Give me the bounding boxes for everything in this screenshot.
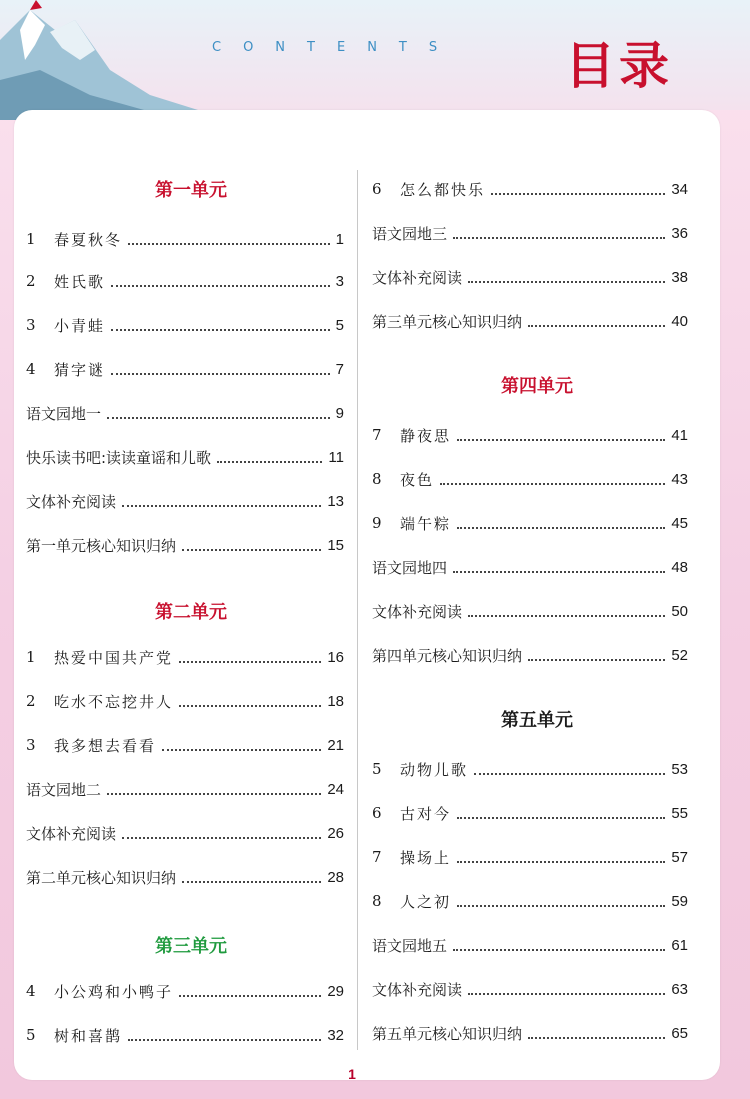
lesson-number: 8 xyxy=(372,470,382,488)
dot-leader xyxy=(453,939,665,951)
toc-entry[interactable] xyxy=(26,446,344,468)
page-title: 目录 xyxy=(565,37,673,95)
dot-leader xyxy=(453,227,665,239)
toc-entry[interactable] xyxy=(26,734,344,756)
toc-entry[interactable] xyxy=(372,846,688,868)
dot-leader xyxy=(491,183,665,195)
page-ref: 38 xyxy=(671,268,688,286)
section-title: 语文园地四 xyxy=(372,558,448,577)
page-ref: 7 xyxy=(335,360,344,378)
page-ref: 3 xyxy=(335,272,344,290)
lesson-title: 春夏秋冬 xyxy=(54,230,123,249)
lesson-title: 小公鸡和小鸭子 xyxy=(54,982,174,1001)
lesson-number: 2 xyxy=(26,272,36,290)
page-ref: 13 xyxy=(327,492,344,510)
dot-leader xyxy=(457,429,665,441)
dot-leader xyxy=(122,827,321,839)
toc-entry[interactable] xyxy=(372,424,688,446)
dot-leader xyxy=(440,473,665,485)
page-ref: 24 xyxy=(327,780,344,798)
page-ref: 15 xyxy=(327,536,344,554)
toc-entry[interactable] xyxy=(26,402,344,424)
lesson-number: 7 xyxy=(372,426,382,444)
lesson-title: 小青蛙 xyxy=(54,316,106,335)
dot-leader xyxy=(528,315,665,327)
lesson-number: 5 xyxy=(372,760,382,778)
page-ref: 11 xyxy=(328,448,344,466)
section-title: 第五单元核心知识归纳 xyxy=(372,1024,523,1043)
lesson-title: 夜色 xyxy=(400,470,435,489)
toc-entry[interactable] xyxy=(26,646,344,668)
dot-leader xyxy=(179,695,321,707)
dot-leader xyxy=(107,783,321,795)
section-title: 文体补充阅读 xyxy=(26,492,117,511)
lesson-title: 动物儿歌 xyxy=(400,760,469,779)
page-ref: 55 xyxy=(671,804,688,822)
toc-entry[interactable] xyxy=(26,866,344,888)
page-ref: 29 xyxy=(327,982,344,1000)
toc-entry[interactable] xyxy=(26,314,344,336)
dot-leader xyxy=(474,763,665,775)
column-divider xyxy=(357,170,358,1050)
lesson-title: 姓氏歌 xyxy=(54,272,106,291)
page-ref: 43 xyxy=(671,470,688,488)
dot-leader xyxy=(468,271,665,283)
lesson-number: 2 xyxy=(26,692,36,710)
section-title: 语文园地五 xyxy=(372,936,448,955)
lesson-number: 1 xyxy=(26,648,36,666)
toc-entry[interactable] xyxy=(26,690,344,712)
toc-entry[interactable] xyxy=(372,644,688,666)
page-ref: 52 xyxy=(671,646,688,664)
lesson-title: 猜字谜 xyxy=(54,360,106,379)
toc-entry[interactable] xyxy=(372,468,688,490)
section-title: 语文园地一 xyxy=(26,404,102,423)
dot-leader xyxy=(457,851,665,863)
page-ref: 1 xyxy=(335,230,344,248)
dot-leader xyxy=(182,871,321,883)
page-ref: 50 xyxy=(671,602,688,620)
page-ref: 32 xyxy=(327,1026,344,1044)
lesson-number: 9 xyxy=(372,514,382,532)
lesson-title: 人之初 xyxy=(400,892,452,911)
toc-entry[interactable] xyxy=(372,1022,688,1044)
dot-leader xyxy=(182,539,321,551)
toc-entry[interactable] xyxy=(372,934,688,956)
toc-entry[interactable] xyxy=(372,758,688,780)
toc-entry[interactable] xyxy=(26,980,344,1002)
lesson-number: 4 xyxy=(26,360,36,378)
section-title: 快乐读书吧:读读童谣和儿歌 xyxy=(26,448,212,467)
lesson-number: 6 xyxy=(372,804,382,822)
lesson-title: 吃水不忘挖井人 xyxy=(54,692,174,711)
section-title: 第二单元核心知识归纳 xyxy=(26,868,177,887)
page-ref: 16 xyxy=(327,648,344,666)
page-ref: 63 xyxy=(671,980,688,998)
page-number: 1 xyxy=(348,1066,356,1082)
dot-leader xyxy=(468,983,665,995)
dot-leader xyxy=(528,1027,665,1039)
page-ref: 41 xyxy=(671,426,688,444)
page-ref: 34 xyxy=(671,180,688,198)
page-ref: 53 xyxy=(671,760,688,778)
section-title: 第四单元核心知识归纳 xyxy=(372,646,523,665)
section-title: 文体补充阅读 xyxy=(372,268,463,287)
lesson-title: 古对今 xyxy=(400,804,452,823)
lesson-number: 1 xyxy=(26,230,36,248)
section-title: 文体补充阅读 xyxy=(372,980,463,999)
dot-leader xyxy=(111,363,330,375)
toc-entry[interactable] xyxy=(372,310,688,332)
page-ref: 61 xyxy=(671,936,688,954)
section-title: 语文园地二 xyxy=(26,780,102,799)
lesson-title: 端午粽 xyxy=(400,514,452,533)
lesson-title: 操场上 xyxy=(400,848,452,867)
toc-entry[interactable] xyxy=(26,822,344,844)
toc-entry[interactable] xyxy=(372,222,688,244)
lesson-title: 静夜思 xyxy=(400,426,452,445)
toc-entry[interactable] xyxy=(372,512,688,534)
lesson-title: 树和喜鹊 xyxy=(54,1026,123,1045)
toc-entry[interactable] xyxy=(26,228,344,250)
section-title: 第三单元核心知识归纳 xyxy=(372,312,523,331)
toc-entry[interactable] xyxy=(26,534,344,556)
dot-leader xyxy=(457,807,665,819)
section-title: 文体补充阅读 xyxy=(372,602,463,621)
lesson-title: 怎么都快乐 xyxy=(400,180,486,199)
dot-leader xyxy=(457,517,665,529)
section-title: 第一单元核心知识归纳 xyxy=(26,536,177,555)
dot-leader xyxy=(179,985,321,997)
dot-leader xyxy=(217,451,322,463)
toc-entry[interactable] xyxy=(372,600,688,622)
section-title: 语文园地三 xyxy=(372,224,448,243)
unit-heading: 第五单元 xyxy=(501,710,573,731)
page-ref: 36 xyxy=(671,224,688,242)
toc-entry[interactable] xyxy=(372,266,688,288)
lesson-number: 6 xyxy=(372,180,382,198)
page-ref: 5 xyxy=(335,316,344,334)
toc-entry[interactable] xyxy=(26,358,344,380)
dot-leader xyxy=(528,649,665,661)
dot-leader xyxy=(468,605,665,617)
page-ref: 45 xyxy=(671,514,688,532)
lesson-number: 8 xyxy=(372,892,382,910)
page-ref: 57 xyxy=(671,848,688,866)
unit-heading: 第一单元 xyxy=(155,180,227,201)
dot-leader xyxy=(128,1029,321,1041)
page-ref: 28 xyxy=(327,868,344,886)
toc-entry[interactable] xyxy=(26,490,344,512)
section-title: 文体补充阅读 xyxy=(26,824,117,843)
mountain-illustration xyxy=(0,0,230,120)
lesson-number: 3 xyxy=(26,736,36,754)
page-ref: 65 xyxy=(671,1024,688,1042)
toc-entry[interactable] xyxy=(372,890,688,912)
page-ref: 59 xyxy=(671,892,688,910)
contents-label: CONTENTS xyxy=(212,40,460,55)
lesson-title: 热爱中国共产党 xyxy=(54,648,174,667)
dot-leader xyxy=(107,407,330,419)
toc-entry[interactable] xyxy=(26,1024,344,1046)
page-ref: 40 xyxy=(671,312,688,330)
toc-entry[interactable] xyxy=(26,778,344,800)
toc-entry[interactable] xyxy=(372,978,688,1000)
dot-leader xyxy=(122,495,321,507)
lesson-title: 我多想去看看 xyxy=(54,736,157,755)
page-ref: 18 xyxy=(327,692,344,710)
dot-leader xyxy=(128,233,330,245)
toc-entry[interactable] xyxy=(372,802,688,824)
lesson-number: 7 xyxy=(372,848,382,866)
dot-leader xyxy=(179,651,321,663)
lesson-number: 3 xyxy=(26,316,36,334)
lesson-number: 4 xyxy=(26,982,36,1000)
page-ref: 26 xyxy=(327,824,344,842)
page-ref: 21 xyxy=(327,736,344,754)
unit-heading: 第三单元 xyxy=(155,936,227,957)
page-ref: 48 xyxy=(671,558,688,576)
toc-entry[interactable] xyxy=(26,270,344,292)
dot-leader xyxy=(162,739,321,751)
unit-heading: 第四单元 xyxy=(501,376,573,397)
page-ref: 9 xyxy=(335,404,344,422)
dot-leader xyxy=(453,561,665,573)
toc-entry[interactable] xyxy=(372,556,688,578)
toc-entry[interactable] xyxy=(372,178,688,200)
dot-leader xyxy=(111,319,330,331)
dot-leader xyxy=(457,895,665,907)
dot-leader xyxy=(111,275,330,287)
unit-heading: 第二单元 xyxy=(155,602,227,623)
lesson-number: 5 xyxy=(26,1026,36,1044)
